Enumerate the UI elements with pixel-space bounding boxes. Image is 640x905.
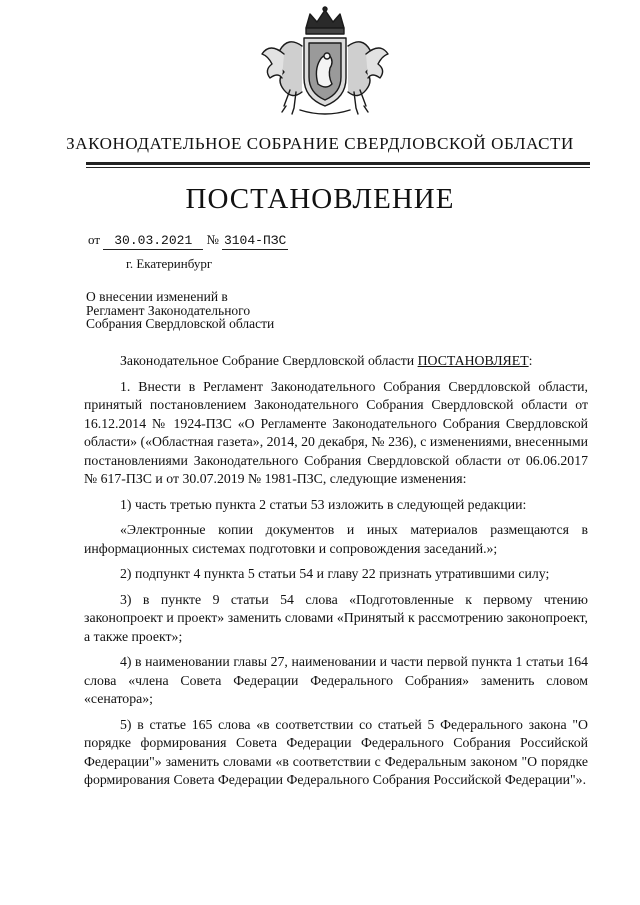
paragraph-item-1: 1) часть третью пункта 2 статьи 53 изложить в следующей редакции:: [120, 496, 527, 512]
paragraph-1: 1. Внести в Регламент Законодательного Собрания Свердловской области, принятый постановлением Законодательного Собрания Свердловской области от 16.12.2014 № 1924-ПЗС «О Регламенте Законодательного Собрания Свердловской области» («Областная газета», 2014, 20 декабря, № 236), с изменениями, внесенными постановлениями Законодательного Собрания Свердловской области от 06.06.2017 № 617-ПЗС и от 30.07.2019 № 1981-ПЗС, следующие изменения:: [84, 378, 588, 486]
city: г. Екатеринбург: [126, 256, 213, 271]
organization-name: ЗАКОНОДАТЕЛЬНОЕ СОБРАНИЕ СВЕРДЛОВСКОЙ ОБЛАСТИ: [66, 134, 574, 153]
paragraph-item-2: 2) подпункт 4 пункта 5 статьи 54 и главу 22 признать утратившими силу;: [120, 566, 550, 581]
header-rule-thick: [86, 162, 590, 165]
subject-line: Собрания Свердловской области: [86, 316, 275, 331]
resolves-keyword: ПОСТАНОВЛЯЕТ: [417, 353, 529, 368]
paragraph-item-3: 3) в пункте 9 статьи 54 слова «Подготовленные к первому чтению законопроект и проект» заменить словами «Принятый к рассмотрению законопроект, а также проект»;: [84, 591, 588, 644]
subject-line: О внесении изменений в: [86, 289, 228, 304]
paragraph-item-4: 4) в наименовании главы 27, наименовании и части первой пункта 1 статьи 164 слова «члена Совета Федерации Федерального Собрания» заменить словом «сенатора»;: [84, 654, 588, 706]
preamble: [84, 352, 588, 371]
date-prefix: от: [88, 232, 101, 247]
header-rule-thin: [86, 167, 590, 168]
paragraph-item-5: 5) в статье 165 слова «в соответствии со статьей 5 Федерального закона "О порядке формирования Совета Федерации Федерального Собрания Российской Федерации"» заменить словами «в соответствии с Федеральным законом "О порядке формирования Совета Федерации Федерального Собрания Российской Федерации"».: [84, 716, 588, 787]
document-body: [84, 352, 588, 790]
subject-line: Регламент Законодательного: [86, 302, 251, 318]
coat-of-arms-icon: [254, 6, 396, 118]
document-number: 3104-ПЗС: [223, 233, 287, 248]
subject-block: [86, 290, 274, 331]
document-date: 30.03.2021: [103, 233, 203, 250]
preamble-text: Законодательное Собрание Свердловской области: [120, 353, 418, 368]
number-prefix: №: [206, 232, 219, 247]
paragraph-quote: «Электронные копии документов и иных материалов размещаются в информационных системах подготовки и сопровождения заседаний.»;: [84, 522, 588, 556]
preamble-colon: :: [528, 353, 533, 368]
document-type-title: ПОСТАНОВЛЕНИЕ: [185, 183, 455, 215]
document-meta-line: [88, 232, 288, 250]
